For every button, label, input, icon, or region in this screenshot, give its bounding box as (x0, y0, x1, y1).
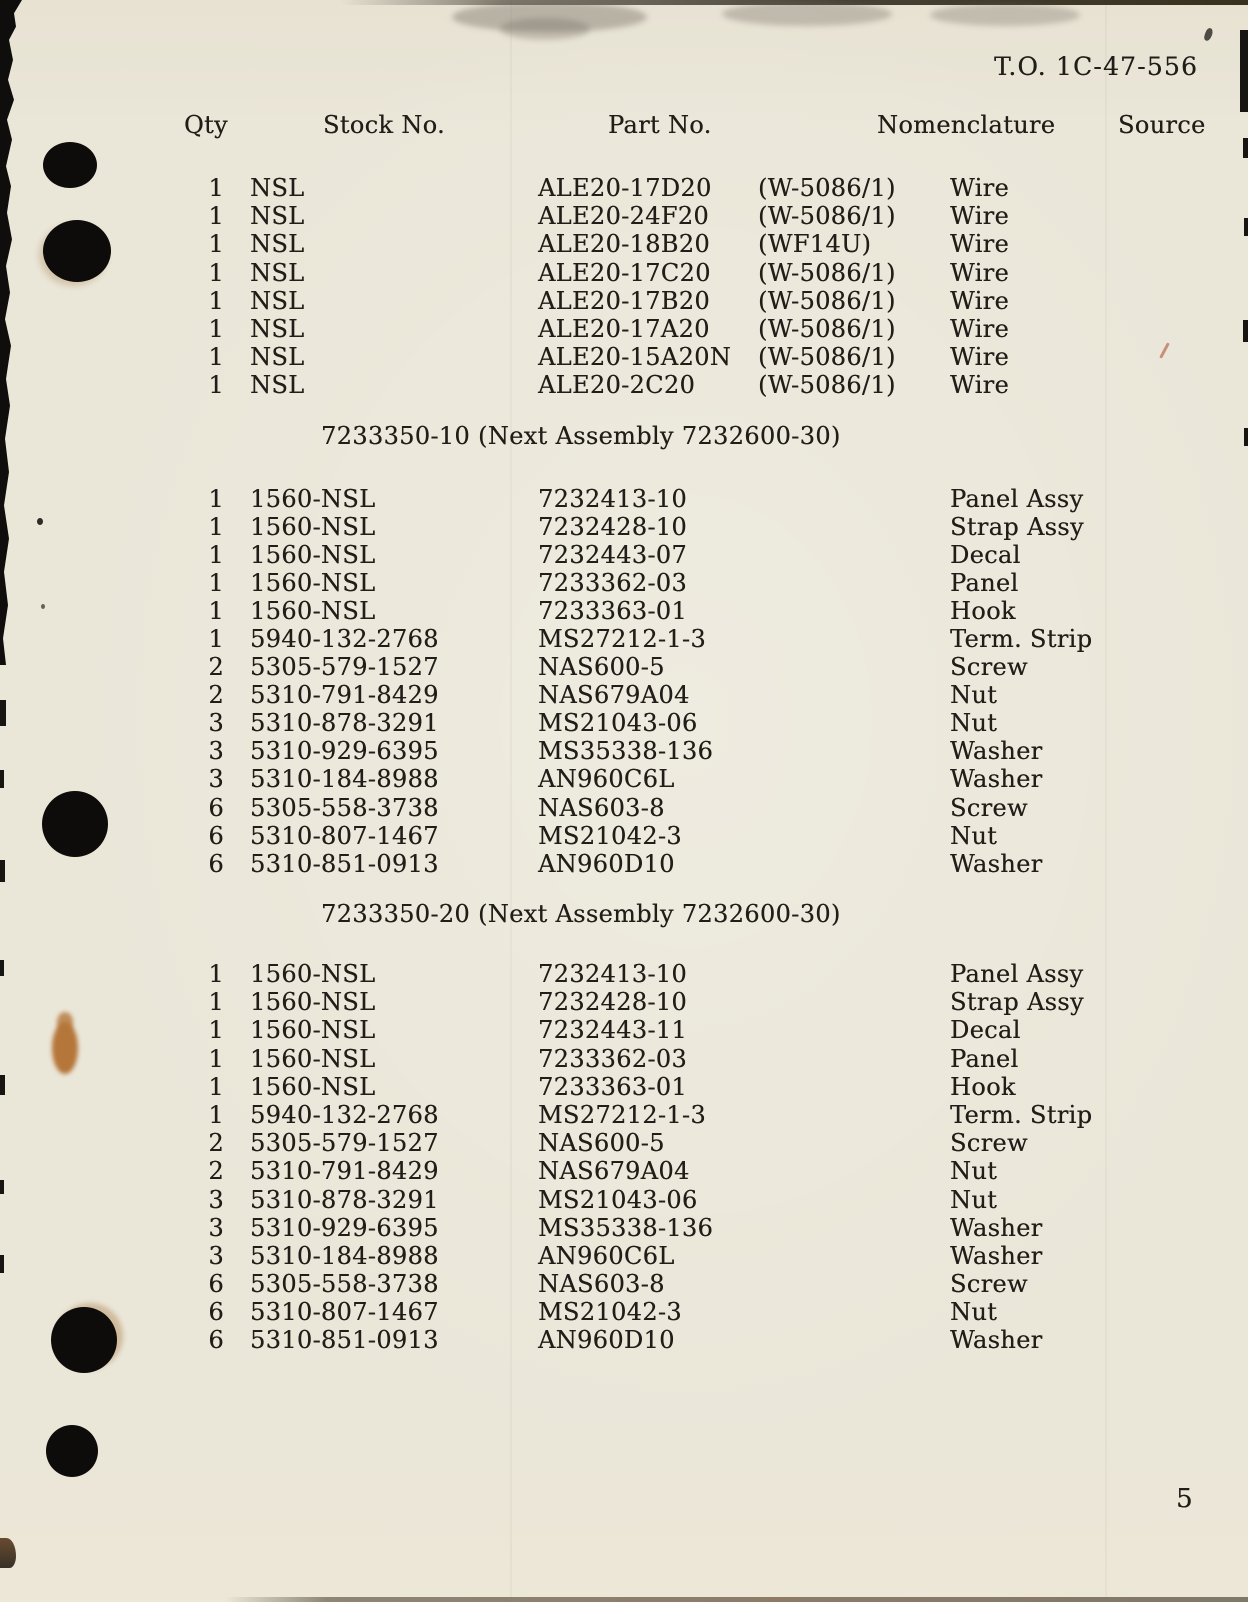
wire-ref-cell: (W-5086/1) (758, 202, 896, 231)
wire-ref-cell: (W-5086/1) (758, 371, 896, 400)
part-no-cell: NAS600-5 (538, 653, 665, 682)
nomenclature-cell: Strap Assy (950, 988, 1084, 1017)
col-header-nomenclature: Nomenclature (877, 111, 1056, 139)
table-row (0, 822, 1248, 850)
qty-cell: 1 (208, 597, 224, 626)
part-no-cell: NAS603-8 (538, 1270, 665, 1299)
table-row (0, 1214, 1248, 1242)
stock-no-cell: 1560-NSL (250, 513, 376, 542)
part-no-cell: MS35338-136 (538, 1213, 714, 1242)
table-row (0, 653, 1248, 681)
qty-cell: 1 (208, 625, 224, 654)
qty-cell: 2 (208, 1157, 224, 1186)
part-no-cell: AN960D10 (538, 849, 675, 878)
stock-no-cell: 1560-NSL (250, 1072, 376, 1101)
nomenclature-cell: Screw (950, 793, 1028, 822)
part-no-cell: AN960C6L (538, 1241, 675, 1270)
part-no-cell: 7232443-07 (538, 541, 688, 570)
nomenclature-cell: Panel (950, 1044, 1019, 1073)
part-no-cell: MS27212-1-3 (538, 625, 706, 654)
wire-ref-cell: (WF14U) (758, 230, 872, 259)
stock-no-cell: 1560-NSL (250, 569, 376, 598)
table-row (0, 988, 1248, 1016)
nomenclature-cell: Wire (950, 174, 1009, 202)
table-row (0, 960, 1248, 988)
table-row (0, 1016, 1248, 1044)
nomenclature-cell: Screw (950, 1270, 1028, 1299)
stock-no-cell: 5310-851-0913 (250, 1326, 439, 1355)
table-row (0, 765, 1248, 793)
part-no-cell: MS21043-06 (538, 709, 698, 738)
stock-no-cell: NSL (250, 343, 305, 372)
assembly-7233350-10-parts-list (0, 485, 1248, 878)
wire-ref-cell: (W-5086/1) (758, 258, 896, 287)
stock-no-cell: NSL (250, 230, 305, 259)
stock-no-cell: 5940-132-2768 (250, 625, 439, 654)
stock-no-cell: 5305-558-3738 (250, 1270, 439, 1299)
qty-cell: 1 (208, 202, 224, 231)
nomenclature-cell: Nut (950, 821, 998, 850)
part-no-cell: 7233363-01 (538, 1072, 688, 1101)
qty-cell: 1 (208, 988, 224, 1017)
nomenclature-cell: Wire (950, 202, 1009, 231)
stock-no-cell: 5310-807-1467 (250, 1298, 439, 1327)
qty-cell: 1 (208, 258, 224, 287)
nomenclature-cell: Nut (950, 1157, 998, 1186)
stock-no-cell: 1560-NSL (250, 1016, 376, 1045)
nomenclature-cell: Strap Assy (950, 513, 1084, 542)
part-no-cell: MS35338-136 (538, 737, 714, 766)
assembly-heading-7233350-10: 7233350-10 (Next Assembly 7232600-30) (321, 422, 841, 450)
stock-no-cell: 1560-NSL (250, 960, 376, 988)
stock-no-cell: 5310-791-8429 (250, 681, 439, 710)
col-header-part-no: Part No. (608, 111, 712, 139)
stock-no-cell: 5310-851-0913 (250, 849, 439, 878)
stock-no-cell: 5310-791-8429 (250, 1157, 439, 1186)
part-no-cell: MS21042-3 (538, 1298, 682, 1327)
nomenclature-cell: Wire (950, 371, 1009, 400)
nomenclature-cell: Wire (950, 343, 1009, 372)
qty-cell: 6 (208, 1298, 224, 1327)
nomenclature-cell: Nut (950, 1185, 998, 1214)
qty-cell: 3 (208, 709, 224, 738)
part-no-cell: ALE20-17B20 (538, 286, 711, 315)
table-row (0, 1157, 1248, 1185)
part-no-cell: 7232413-10 (538, 960, 688, 988)
table-row (0, 1186, 1248, 1214)
part-no-cell: ALE20-17D20 (538, 174, 712, 202)
qty-cell: 3 (208, 1213, 224, 1242)
pencil-smudge (722, 2, 892, 26)
table-row (0, 597, 1248, 625)
stock-no-cell: 1560-NSL (250, 485, 376, 513)
stock-no-cell: NSL (250, 371, 305, 400)
stock-no-cell: NSL (250, 314, 305, 343)
qty-cell: 1 (208, 1016, 224, 1045)
part-no-cell: AN960D10 (538, 1326, 675, 1355)
stock-no-cell: NSL (250, 258, 305, 287)
wire-ref-cell: (W-5086/1) (758, 343, 896, 372)
part-no-cell: ALE20-18B20 (538, 230, 711, 259)
stock-no-cell: 5310-878-3291 (250, 709, 439, 738)
qty-cell: 2 (208, 1129, 224, 1158)
table-row (0, 513, 1248, 541)
qty-cell: 3 (208, 737, 224, 766)
qty-cell: 1 (208, 485, 224, 513)
part-no-cell: NAS600-5 (538, 1129, 665, 1158)
pencil-smudge (500, 18, 590, 40)
nomenclature-cell: Washer (950, 1326, 1043, 1355)
stock-no-cell: 5310-929-6395 (250, 737, 439, 766)
table-row (0, 315, 1248, 343)
nomenclature-cell: Wire (950, 258, 1009, 287)
wire-ref-cell: (W-5086/1) (758, 174, 896, 202)
part-no-cell: MS21042-3 (538, 821, 682, 850)
table-row (0, 1270, 1248, 1298)
nomenclature-cell: Panel Assy (950, 960, 1084, 988)
nomenclature-cell: Panel (950, 569, 1019, 598)
nomenclature-cell: Nut (950, 709, 998, 738)
stock-no-cell: 5310-184-8988 (250, 1241, 439, 1270)
bottom-left-stain (0, 1538, 16, 1568)
part-no-cell: ALE20-17C20 (538, 258, 711, 287)
stock-no-cell: NSL (250, 174, 305, 202)
col-header-qty: Qty (184, 111, 228, 139)
qty-cell: 1 (208, 513, 224, 542)
table-row (0, 737, 1248, 765)
table-row (0, 794, 1248, 822)
stock-no-cell: 1560-NSL (250, 1044, 376, 1073)
part-no-cell: 7232428-10 (538, 513, 688, 542)
table-row (0, 259, 1248, 287)
table-row (0, 1073, 1248, 1101)
nomenclature-cell: Hook (950, 597, 1016, 626)
nomenclature-cell: Screw (950, 653, 1028, 682)
part-no-cell: 7232443-11 (538, 1016, 688, 1045)
edge-speck (1240, 30, 1248, 112)
wire-ref-cell: (W-5086/1) (758, 286, 896, 315)
table-row (0, 485, 1248, 513)
stock-no-cell: 5305-558-3738 (250, 793, 439, 822)
table-row (0, 1101, 1248, 1129)
nomenclature-cell: Screw (950, 1129, 1028, 1158)
qty-cell: 1 (208, 1044, 224, 1073)
qty-cell: 1 (208, 1100, 224, 1129)
qty-cell: 3 (208, 765, 224, 794)
assembly-heading-7233350-20: 7233350-20 (Next Assembly 7232600-30) (321, 900, 841, 928)
part-no-cell: 7232428-10 (538, 988, 688, 1017)
qty-cell: 1 (208, 541, 224, 570)
assembly-7233350-20-parts-list (0, 960, 1248, 1355)
stock-no-cell: 1560-NSL (250, 597, 376, 626)
part-no-cell: 7233362-03 (538, 1044, 688, 1073)
nomenclature-cell: Washer (950, 737, 1043, 766)
col-header-stock-no: Stock No. (323, 111, 445, 139)
ink-speck (1203, 27, 1214, 42)
nomenclature-cell: Nut (950, 681, 998, 710)
part-no-cell: ALE20-15A20N (538, 343, 732, 372)
part-no-cell: NAS679A04 (538, 681, 690, 710)
part-no-cell: 7233363-01 (538, 597, 688, 626)
table-row (0, 1129, 1248, 1157)
table-row (0, 850, 1248, 878)
qty-cell: 1 (208, 314, 224, 343)
qty-cell: 6 (208, 821, 224, 850)
qty-cell: 6 (208, 1270, 224, 1299)
nomenclature-cell: Washer (950, 849, 1043, 878)
table-row (0, 343, 1248, 371)
pencil-smudge (930, 4, 1080, 26)
table-row (0, 202, 1248, 230)
table-row (0, 569, 1248, 597)
edge-speck (1243, 138, 1248, 158)
qty-cell: 3 (208, 1241, 224, 1270)
technical-order-number: T.O. 1C-47-556 (994, 52, 1199, 81)
nomenclature-cell: Decal (950, 1016, 1021, 1045)
table-row (0, 541, 1248, 569)
qty-cell: 3 (208, 1185, 224, 1214)
part-no-cell: AN960C6L (538, 765, 675, 794)
table-row (0, 1326, 1248, 1354)
scan-bottom-edge (225, 1597, 1248, 1602)
part-no-cell: 7233362-03 (538, 569, 688, 598)
nomenclature-cell: Hook (950, 1072, 1016, 1101)
wire-parts-list (0, 174, 1248, 400)
table-row (0, 625, 1248, 653)
table-row (0, 1242, 1248, 1270)
qty-cell: 6 (208, 1326, 224, 1355)
table-row (0, 371, 1248, 399)
nomenclature-cell: Washer (950, 765, 1043, 794)
stock-no-cell: 1560-NSL (250, 541, 376, 570)
qty-cell: 1 (208, 286, 224, 315)
stock-no-cell: 5310-929-6395 (250, 1213, 439, 1242)
punch-hole (46, 1425, 98, 1477)
part-no-cell: NAS679A04 (538, 1157, 690, 1186)
qty-cell: 2 (208, 653, 224, 682)
table-row (0, 174, 1248, 202)
part-no-cell: 7232413-10 (538, 485, 688, 513)
nomenclature-cell: Wire (950, 314, 1009, 343)
table-row (0, 1045, 1248, 1073)
stock-no-cell: 5310-878-3291 (250, 1185, 439, 1214)
part-no-cell: ALE20-17A20 (538, 314, 710, 343)
stock-no-cell: 5305-579-1527 (250, 1129, 439, 1158)
qty-cell: 2 (208, 681, 224, 710)
part-no-cell: MS27212-1-3 (538, 1100, 706, 1129)
stock-no-cell: NSL (250, 286, 305, 315)
qty-cell: 1 (208, 371, 224, 400)
part-no-cell: ALE20-24F20 (538, 202, 710, 231)
stock-no-cell: 5310-807-1467 (250, 821, 439, 850)
qty-cell: 1 (208, 343, 224, 372)
nomenclature-cell: Washer (950, 1213, 1043, 1242)
col-header-source: Source (1118, 111, 1206, 139)
nomenclature-cell: Nut (950, 1298, 998, 1327)
stock-no-cell: 5310-184-8988 (250, 765, 439, 794)
nomenclature-cell: Panel Assy (950, 485, 1084, 513)
wire-ref-cell: (W-5086/1) (758, 314, 896, 343)
qty-cell: 6 (208, 849, 224, 878)
table-row (0, 1298, 1248, 1326)
nomenclature-cell: Term. Strip (950, 1100, 1093, 1129)
table-row (0, 230, 1248, 258)
stock-no-cell: NSL (250, 202, 305, 231)
qty-cell: 1 (208, 174, 224, 202)
table-row (0, 287, 1248, 315)
stock-no-cell: 5940-132-2768 (250, 1100, 439, 1129)
qty-cell: 1 (208, 1072, 224, 1101)
qty-cell: 6 (208, 793, 224, 822)
edge-speck (1244, 428, 1248, 446)
table-row (0, 709, 1248, 737)
nomenclature-cell: Term. Strip (950, 625, 1093, 654)
nomenclature-cell: Decal (950, 541, 1021, 570)
part-no-cell: MS21043-06 (538, 1185, 698, 1214)
page-number: 5 (1176, 1484, 1193, 1514)
stock-no-cell: 1560-NSL (250, 988, 376, 1017)
part-no-cell: NAS603-8 (538, 793, 665, 822)
qty-cell: 1 (208, 960, 224, 988)
stock-no-cell: 5305-579-1527 (250, 653, 439, 682)
qty-cell: 1 (208, 230, 224, 259)
table-row (0, 681, 1248, 709)
nomenclature-cell: Wire (950, 286, 1009, 315)
qty-cell: 1 (208, 569, 224, 598)
part-no-cell: ALE20-2C20 (538, 371, 696, 400)
nomenclature-cell: Washer (950, 1241, 1043, 1270)
nomenclature-cell: Wire (950, 230, 1009, 259)
